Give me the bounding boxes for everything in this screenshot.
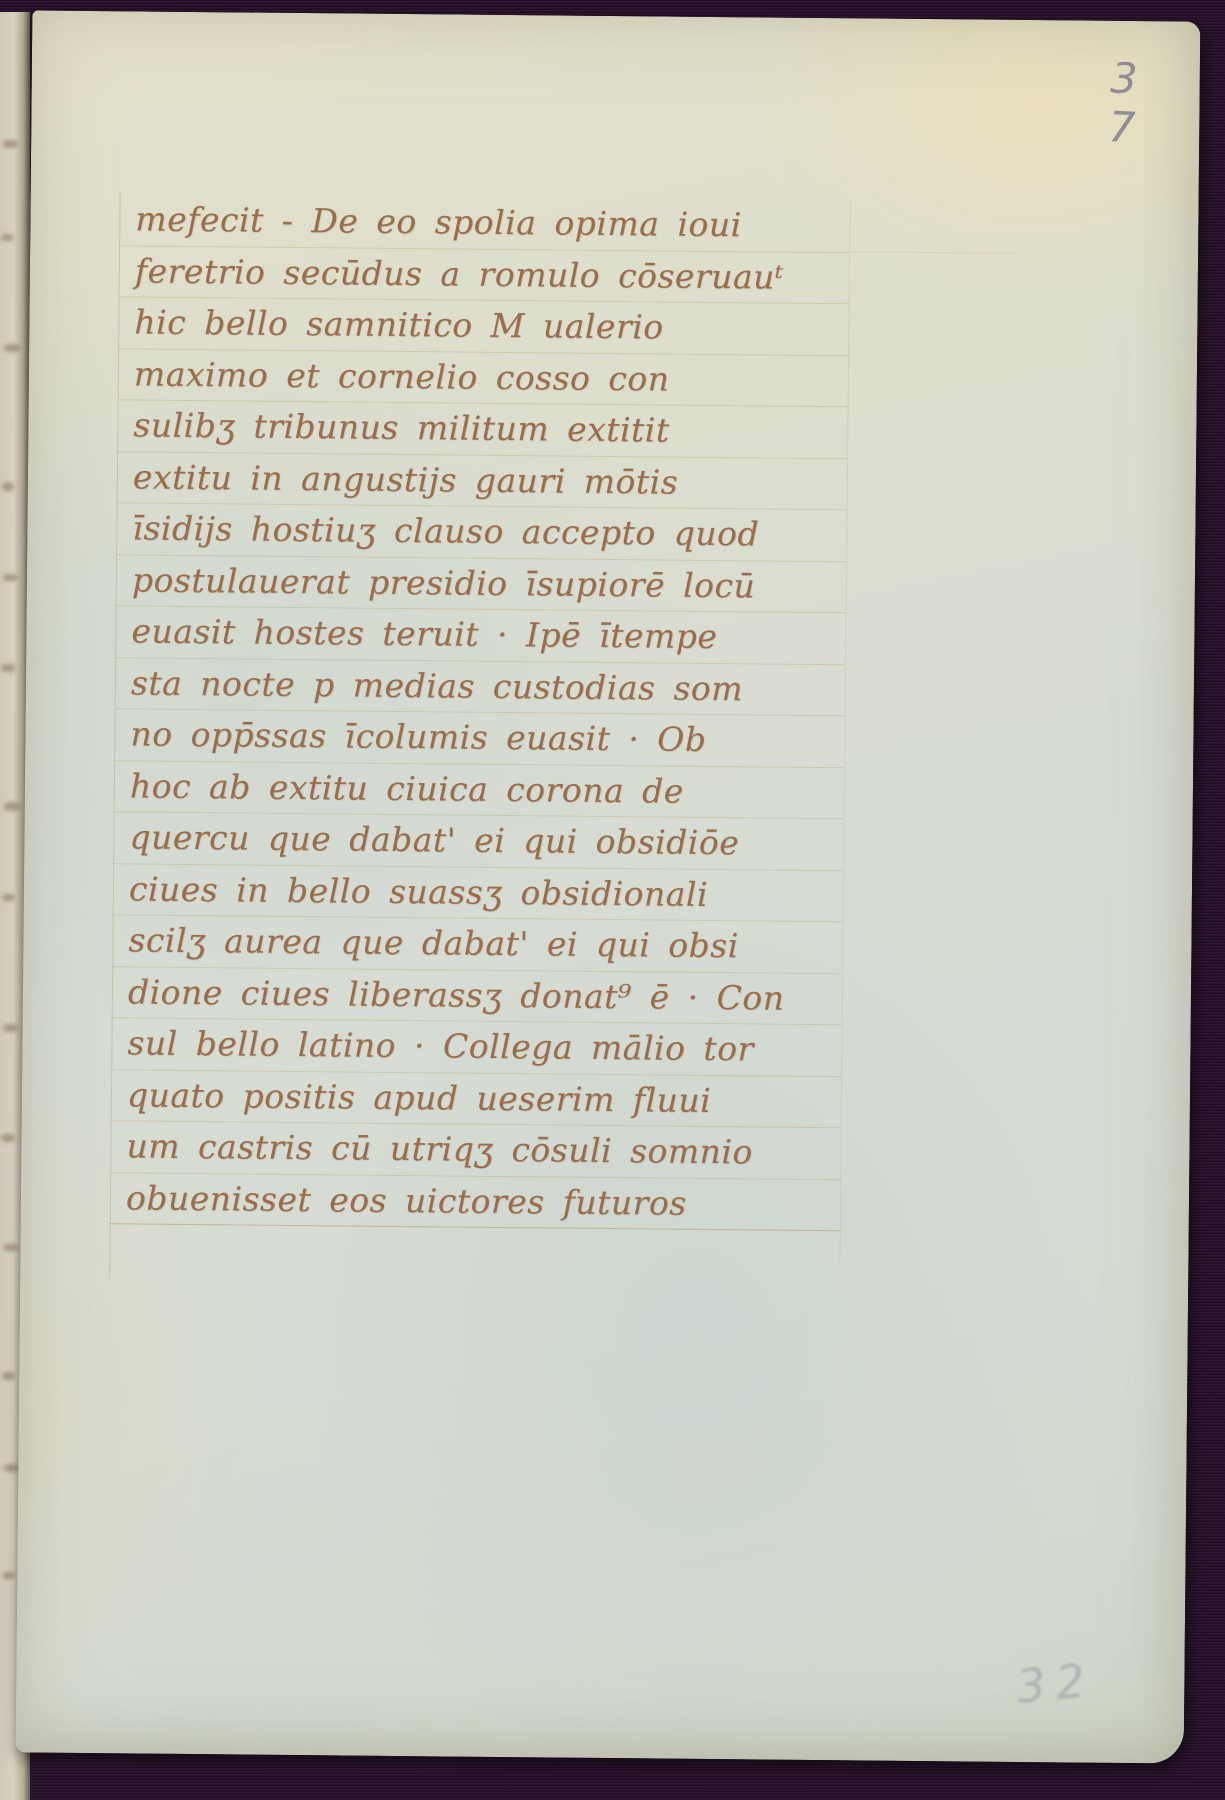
folio-number: 3 7 bbox=[1107, 53, 1157, 154]
showthrough-mark bbox=[2, 894, 15, 901]
manuscript-line: hoc ab extitu ciuica corona de bbox=[114, 761, 844, 820]
showthrough-mark bbox=[3, 1024, 18, 1032]
manuscript-line: hic bello samnitico M ualerio bbox=[118, 297, 848, 356]
showthrough-mark bbox=[4, 1464, 19, 1472]
manuscript-line: extitu in angustijs gauri mōtis bbox=[117, 452, 847, 511]
ruling-extension bbox=[849, 251, 1019, 254]
manuscript-line: um castris cū utriqʒ cōsuli somnio bbox=[110, 1121, 840, 1180]
manuscript-line: dione ciues liberassʒ donat⁹ ē · Con bbox=[112, 967, 842, 1026]
showthrough-mark bbox=[2, 482, 14, 491]
manuscript-line: sul bello latino · Collega mālio tor bbox=[111, 1018, 841, 1077]
showthrough-mark bbox=[2, 1372, 15, 1380]
manuscript-line: feretrio secūdus a romulo cōseruauᵗ bbox=[119, 246, 849, 305]
manuscript-line: īsidijs hostiuʒ clauso accepto quod bbox=[116, 503, 846, 562]
manuscript-line: maximo et cornelio cosso con bbox=[118, 349, 848, 408]
showthrough-mark bbox=[3, 1244, 18, 1251]
manuscript-line: quercu que dabat' ei qui obsidiōe bbox=[113, 812, 843, 871]
manuscript-line: sta nocte p medias custodias som bbox=[115, 658, 845, 717]
manuscript-line: postulauerat presidio īsupiorē locū bbox=[116, 555, 846, 614]
showthrough-mark bbox=[1, 234, 14, 241]
text-block bbox=[110, 194, 850, 1231]
manuscript-page bbox=[16, 10, 1201, 1763]
faint-corner-mark: 32 bbox=[1013, 1652, 1098, 1714]
showthrough-mark bbox=[4, 344, 20, 352]
manuscript-line: mefecit - De eo spolia opima ioui bbox=[119, 194, 849, 253]
manuscript-line: no opp̄ssas īcolumis euasit · Ob bbox=[114, 709, 844, 768]
manuscript-line: euasit hostes teruit · Ipē ītempe bbox=[115, 606, 845, 665]
showthrough-mark bbox=[1, 664, 15, 672]
manuscript-line: ciues in bello suassʒ obsidionali bbox=[113, 864, 843, 923]
manuscript-line: obuenisset eos uictores futuros bbox=[110, 1173, 840, 1232]
showthrough-mark bbox=[2, 1572, 15, 1579]
showthrough-mark bbox=[3, 140, 18, 148]
showthrough-mark bbox=[1, 1134, 15, 1142]
manuscript-line: quato positis apud ueserim fluui bbox=[111, 1070, 841, 1129]
manuscript-line: sulibʒ tribunus militum extitit bbox=[117, 400, 847, 459]
manuscript-line: scilʒ aurea que dabat' ei qui obsi bbox=[112, 915, 842, 974]
showthrough-mark bbox=[4, 802, 20, 811]
showthrough-mark bbox=[3, 574, 18, 581]
